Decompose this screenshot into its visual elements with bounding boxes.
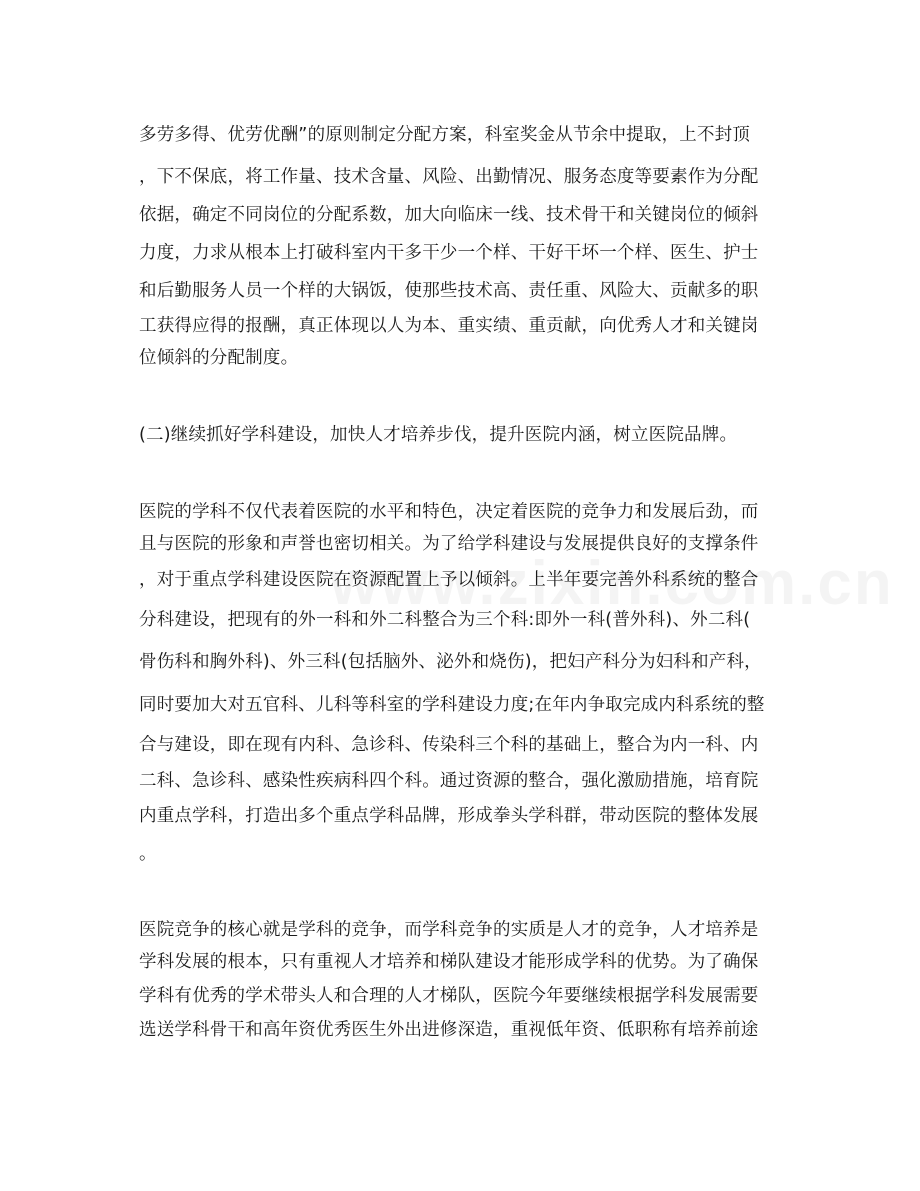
paragraph-1-line-7: 位倾斜的分配制度。 [139, 348, 299, 368]
paragraph-3-line-10: 。 [139, 844, 157, 864]
paragraph-4-line-2: 学科发展的根本，只有重视人才培养和梯队建设才能形成学科的优势。为了确保 [139, 952, 759, 972]
paragraph-4-line-1: 医院竞争的核心就是学科的竞争，而学科竞争的实质是人才的竞争，人才培养是 [139, 920, 759, 940]
paragraph-1-line-4: 力度，力求从根本上打破科室内干多干少一个样、干好干坏一个样、医生、护士 [139, 243, 759, 263]
paragraph-3-line-8: 二科、急诊科、感染性疾病科四个科。通过资源的整合，强化激励措施，培育院 [139, 771, 759, 791]
paragraph-3-line-4: 分科建设，把现有的外一科和外二科整合为三个科:即外一科(普外科)、外二科( [139, 610, 751, 630]
section-heading: (二)继续抓好学科建设，加快人才培养步伐，提升医院内涵，树立医院品牌。 [139, 425, 738, 445]
paragraph-3-line-1: 医院的学科不仅代表着医院的水平和特色，决定着医院的竞争力和发展后劲，而 [139, 502, 759, 522]
paragraph-1-line-1: 多劳多得、优劳优酬”的原则制定分配方案，科室奖金从节余中提取，上不封顶 [139, 125, 751, 145]
paragraph-1-line-3: 依据，确定不同岗位的分配系数，加大向临床一线、技术骨干和关键岗位的倾斜 [139, 205, 759, 225]
paragraph-4-line-4: 选送学科骨干和高年资优秀医生外出进修深造，重视低年资、低职称有培养前途 [139, 1020, 759, 1040]
paragraph-4-line-3: 学科有优秀的学术带头人和合理的人才梯队，医院今年要继续根据学科发展需要 [139, 986, 759, 1006]
paragraph-3-line-6: 同时要加大对五官科、儿科等科室的学科建设力度;在年内争取完成内科系统的整 [139, 695, 765, 715]
paragraph-1-line-2: ，下不保底，将工作量、技术含量、风险、出勤情况、服务态度等要素作为分配 [139, 167, 759, 187]
paragraph-3-line-3: ，对于重点学科建设医院在资源配置上予以倾斜。上半年要完善外科系统的整合 [139, 570, 759, 590]
paragraph-3-line-5: 骨伤科和胸外科)、外三科(包括脑外、泌外和烧伤)，把妇产科分为妇科和产科， [139, 652, 762, 672]
paragraph-1-line-6: 工获得应得的报酬，真正体现以人为本、重实绩、重贡献，向优秀人才和关键岗 [139, 316, 759, 336]
paragraph-3-line-2: 且与医院的形象和声誉也密切相关。为了给学科建设与发展提供良好的支撑条件 [139, 534, 759, 554]
paragraph-3-line-7: 合与建设，即在现有内科、急诊科、传染科三个科的基础上，整合为内一科、内 [139, 735, 759, 755]
paragraph-1-line-5: 和后勤服务人员一个样的大锅饭，使那些技术高、责任重、风险大、贡献多的职 [139, 281, 759, 301]
paragraph-3-line-9: 内重点学科，打造出多个重点学科品牌，形成拳头学科群，带动医院的整体发展 [139, 806, 759, 826]
